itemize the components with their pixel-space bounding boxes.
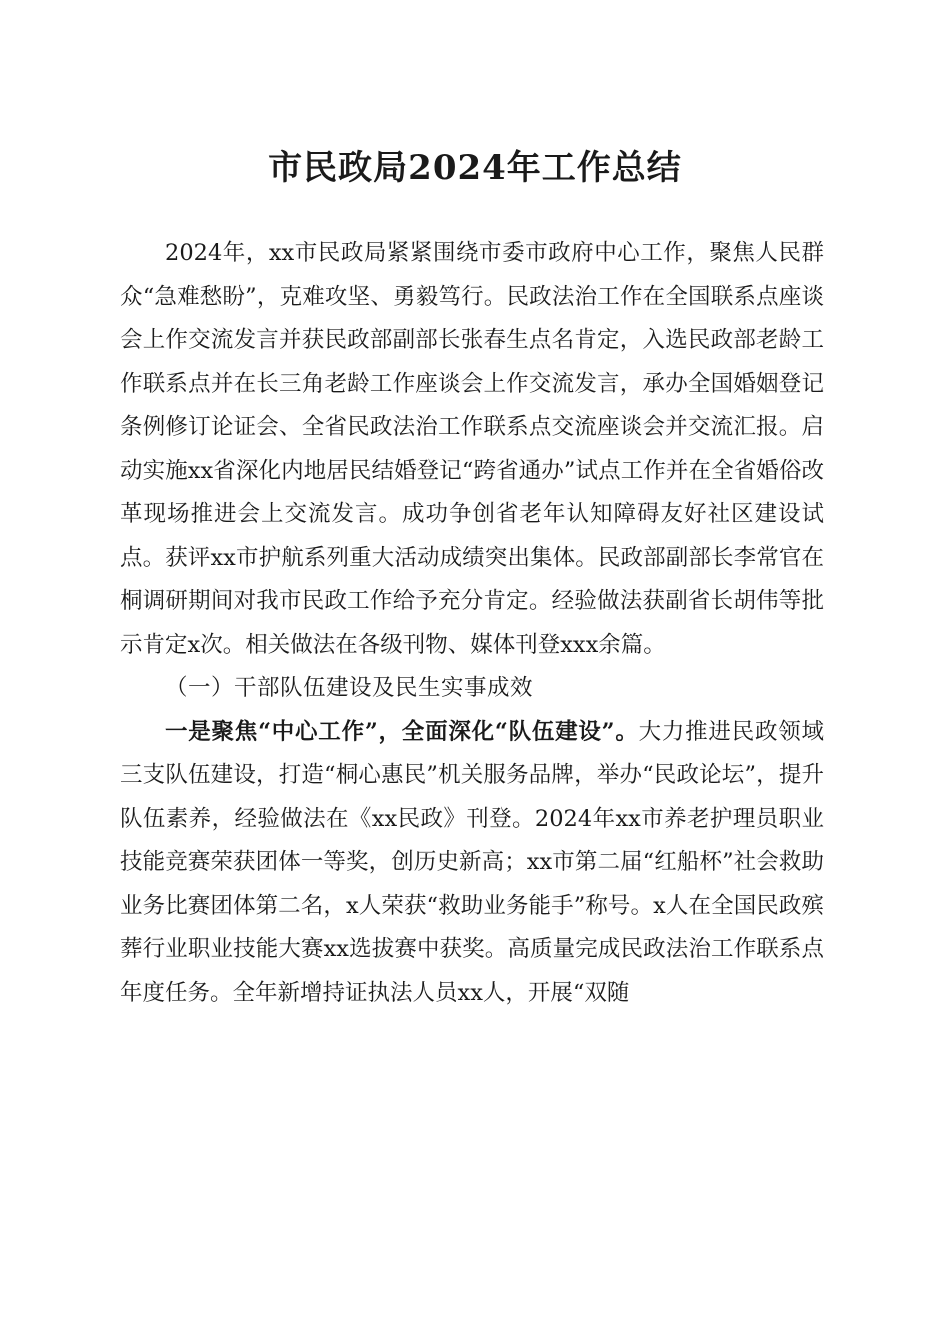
paragraph-lead: 一是聚焦“中心工作”，全面深化“队伍建设”。: [165, 718, 639, 745]
document-title: 市民政局2024年工作总结: [268, 148, 682, 188]
section-paragraph: [120, 711, 824, 1016]
section-heading: （一）干部队伍建设及民生实事成效: [165, 675, 534, 701]
intro-paragraph: 2024年，xx市民政局紧紧围绕市委市政府中心工作，聚焦人民群众“急难愁盼”，克难攻坚、勇毅笃行。民政法治工作在全国联系点座谈会上作交流发言并获民政部副部长张春生点名肯定，入选民政部老龄工作联系点并在长三角老龄工作座谈会上作交流发言，承办全国婚姻登记条例修订论证会、全省民政法治工作联系点交流座谈会并交流汇报。启动实施xx省深化内地居民结婚登记“跨省通办”试点工作并在全省婚俗改革现场推进会上交流发言。成功争创省老年认知障碍友好社区建设试点。获评xx市护航系列重大活动成绩突出集体。民政部副部长李常官在桐调研期间对我市民政工作给予充分肯定。经验做法获副省长胡伟等批示肯定x次。相关做法在各级刊物、媒体刊登xxx余篇。: [120, 240, 824, 658]
document-body: [120, 232, 824, 1015]
paragraph-text: 大力推进民政领域三支队伍建设，打造“桐心惠民”机关服务品牌，举办“民政论坛”，提升队伍素养，经验做法在《xx民政》刊登。2024年xx市养老护理员职业技能竞赛荣获团体一等奖，创历史新高；xx市第二届“红船杯”社会救助业务比赛团体第二名，x人荣获“救助业务能手”称号。x人在全国民政殡葬行业职业技能大赛xx选拔赛中获奖。高质量完成民政法治工作联系点年度任务。全年新增持证执法人员xx人，开展“双随: [120, 718, 824, 1006]
